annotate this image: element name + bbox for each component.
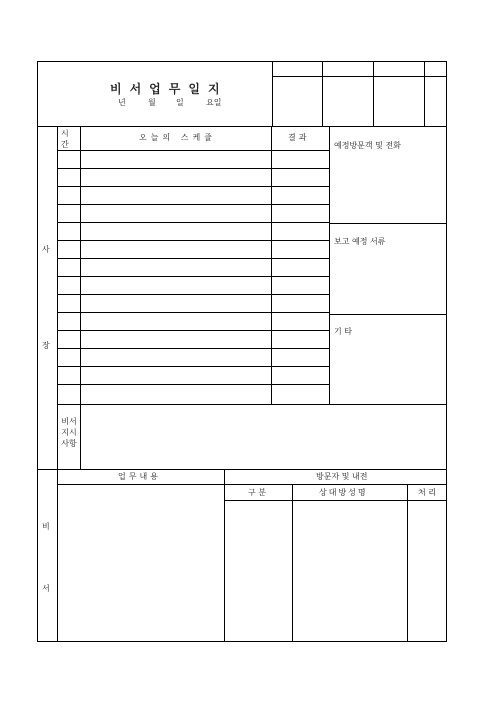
result-col-divider [329,126,330,404]
date-weekday-label: 요일 [206,98,222,107]
instructions-label-divider [80,404,81,469]
schedule-row-line [57,312,329,313]
approval-header-line [272,76,447,77]
schedule-row-line [57,186,329,187]
boss-side-label-top: 사 [42,245,50,254]
secretary-side-divider [57,469,58,642]
schedule-row-line [57,366,329,367]
col-type-header: 구 분 [248,488,266,497]
col-process-header: 처 리 [418,488,436,497]
date-day-label: 일 [176,98,184,107]
approval-divider [424,61,425,126]
schedule-header: 오늘의 스케쥴 [139,133,216,142]
schedule-row-line [57,276,329,277]
time-header-2: 간 [61,140,69,149]
schedule-row-line [57,240,329,241]
schedule-row-line [57,168,329,169]
date-month-label: 월 [148,98,156,107]
date-year-label: 년 [118,98,126,107]
work-content-header: 업무내용 [118,472,161,481]
visitor-header: 방문자 및 내전 [316,472,368,481]
title-bottom-line [37,126,447,127]
col-name-header: 상대방성명 [319,488,368,497]
schedule-row-line [57,348,329,349]
time-header-1: 시 [61,129,69,138]
schedule-row-line [57,222,329,223]
visitor-col-divider [292,484,293,642]
right-box-divider [329,223,447,224]
form-title: 비서업무일지 [110,82,228,96]
schedule-row-line [57,330,329,331]
schedule-row-line [57,294,329,295]
schedule-row-line [57,204,329,205]
boss-side-label-bottom: 장 [42,341,50,350]
approval-divider [373,61,374,126]
instructions-label: 비서 지시 사항 [61,417,77,448]
result-header: 결과 [288,133,310,142]
secretary-section-top-line [37,469,447,470]
boss-side-divider [57,126,58,469]
schedule-row-line [57,384,329,385]
expected-visitors-label: 예정방문객 및 전화 [334,141,401,150]
approval-divider [322,61,323,126]
work-col-divider [224,469,225,642]
visitor-header-line [224,484,447,485]
visitor-subheader-line [224,500,447,501]
instructions-top-line [57,404,447,405]
secretary-side-label-bottom: 서 [42,584,50,593]
schedule-row-line [57,258,329,259]
other-label: 기 타 [334,327,352,336]
schedule-row-line [57,150,329,151]
visitor-col-divider [407,484,408,642]
work-header-line [57,484,224,485]
approval-divider [272,61,273,126]
secretary-side-label-top: 비 [42,522,50,531]
reports-label: 보고 예정 서류 [334,237,386,246]
right-box-divider [329,314,447,315]
